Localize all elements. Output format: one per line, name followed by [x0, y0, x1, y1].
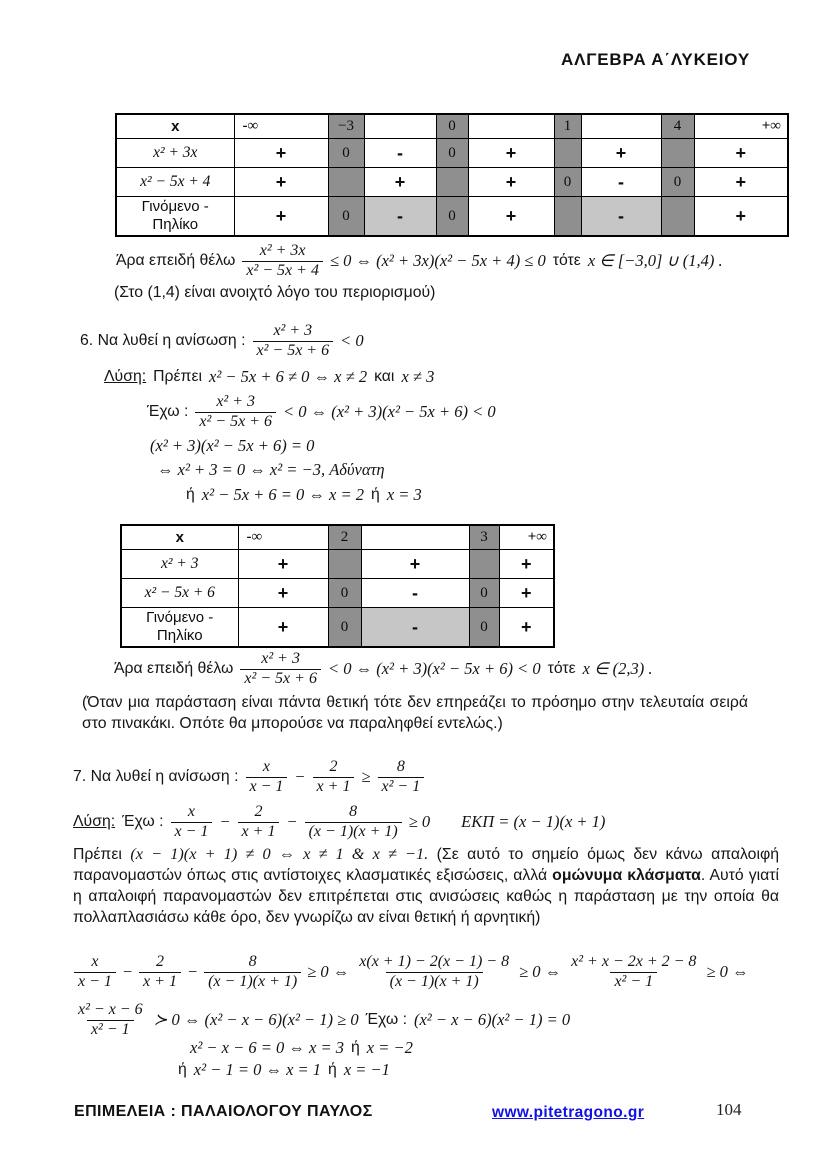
minus-operator: − — [286, 812, 298, 831]
numerator: 8 — [396, 757, 405, 775]
must-word: Πρέπει — [153, 368, 203, 385]
math-text: (x² + 3)(x² − 5x + 6) = 0 — [150, 436, 315, 455]
math-text: x² − 5x + 6 ≠ 0 ⇔ x ≠ 2 — [209, 367, 368, 386]
numerator: 8 — [248, 952, 257, 970]
minus-operator: − — [294, 767, 306, 786]
sign-cell: 0 — [554, 168, 581, 197]
math-text: ≻ 0 ⇔ (x² − x − 6)(x² − 1) ≥ 0 — [153, 1010, 359, 1029]
remark-paragraph: (Όταν μια παράσταση είναι πάντα θετική τότε δεν επηρεάζει το πρόσημο στην τελευταία σειρά στο πινακάκι. Οπότε θα μπορούσε να παραληφθεί εντελώς.) — [82, 694, 748, 732]
problem-6-solution-line-2 — [147, 389, 496, 435]
denominator: x + 1 — [238, 822, 280, 842]
problem-7-heading — [73, 752, 424, 802]
sign-cell: + — [694, 168, 788, 197]
fraction — [305, 803, 402, 842]
footer-credit: ΕΠΙΜΕΛΕΙΑ : ΠΑΛΑΙΟΛΟΓΟΥ ΠΑΥΛΟΣ — [74, 1103, 373, 1120]
sign-cell — [661, 139, 694, 168]
lead-text: Άρα επειδή θέλω — [116, 252, 236, 269]
row-label-cell: x² + 3x — [116, 139, 234, 168]
sign-cell: 0 — [469, 579, 499, 608]
relation-operator: ≥ 0 ⇔ — [519, 962, 562, 981]
sign-cell: 0 — [469, 608, 499, 648]
sign-cell: - — [364, 197, 436, 237]
problem-6-solution-line-3 — [150, 436, 314, 456]
equation-chain-1 — [74, 946, 749, 998]
sign-cell: + — [499, 579, 554, 608]
boundary-header-cell: -∞ — [238, 525, 328, 550]
row-label-cell: Γινόμενο - Πηλίκο — [116, 197, 234, 237]
relation-operator: ≥ — [361, 767, 371, 786]
fraction — [567, 953, 700, 992]
sign-cell: + — [581, 139, 661, 168]
sign-cell: + — [694, 197, 788, 237]
conclusion-line-2 — [114, 648, 652, 690]
numerator: 2 — [254, 802, 263, 820]
denominator: x² − 1 — [378, 777, 425, 797]
denominator: x − 1 — [246, 777, 288, 797]
denominator: (x − 1)(x + 1) — [386, 972, 483, 992]
sign-cell: + — [361, 550, 469, 579]
sign-cell: 0 — [328, 139, 364, 168]
denominator: x² − 5x + 6 — [253, 341, 334, 361]
denominator: x² − 1 — [87, 1020, 134, 1040]
numerator: x — [91, 952, 99, 970]
must-word: Πρέπει — [73, 846, 122, 863]
sign-cell: 0 — [328, 579, 361, 608]
denominator: x − 1 — [74, 972, 116, 992]
math-text: x = −1 — [343, 1060, 390, 1079]
numerator: x² + x − 2x + 2 − 8 — [571, 952, 697, 970]
roots-line-2 — [178, 1060, 390, 1080]
denominator: x² − 5x + 6 — [240, 669, 321, 689]
math-text: (x² − x − 6)(x² − 1) = 0 — [413, 1010, 571, 1029]
numerator: x(x + 1) − 2(x − 1) − 8 — [359, 952, 510, 970]
problem-7-label: 7. Να λυθεί η ανίσωση : — [73, 768, 239, 785]
solution-label: Λύση: — [73, 813, 116, 830]
math-text: x² − 5x + 6 = 0 ⇔ x = 2 — [201, 485, 365, 504]
boundary-header-cell: −3 — [328, 114, 364, 139]
solution-set: x ∈ [−3,0] ∪ (1,4) . — [587, 251, 723, 270]
denominator: x² − 1 — [610, 972, 657, 992]
denominator: x + 1 — [139, 972, 181, 992]
numerator: x² − x − 6 — [78, 1000, 143, 1018]
fraction — [195, 393, 276, 432]
sign-cell: 0 — [328, 608, 361, 648]
sign-table-2 — [120, 524, 555, 648]
then-word: τότε — [552, 252, 581, 269]
numerator: x² + 3x — [259, 241, 306, 259]
sign-cell: + — [234, 168, 328, 197]
sign-cell: + — [238, 550, 328, 579]
fraction — [355, 953, 513, 992]
minus-operator: − — [121, 962, 134, 981]
explanation-paragraph — [73, 843, 779, 928]
numerator: 2 — [329, 757, 338, 775]
math-text: < 0 — [340, 331, 364, 350]
fraction — [238, 803, 280, 842]
solution-label: Λύση: — [104, 368, 147, 385]
fraction — [242, 242, 323, 281]
sign-cell — [554, 197, 581, 237]
fraction — [253, 322, 334, 361]
sign-cell: - — [581, 197, 661, 237]
denominator: x − 1 — [171, 822, 213, 842]
math-text: x = −2 — [366, 1038, 413, 1057]
sign-cell: - — [361, 579, 469, 608]
fraction — [313, 758, 355, 797]
restriction-note: (Στο (1,4) είναι ανοιχτό λόγο του περιορισμού) — [114, 284, 436, 301]
boundary-header-cell: 2 — [328, 525, 361, 550]
lcm-expression: ΕΚΠ = (x − 1)(x + 1) — [461, 812, 606, 831]
explanation-text: (Σε αυτό το σημείο όμως δεν κάνω απαλοιφή παρανομαστών όπως στις αντίστοιχες κλασματικές εξισώσεις, αλλά — [73, 846, 779, 884]
boundary-header-cell — [581, 114, 661, 139]
footer-website-link[interactable]: www.pitetragono.gr — [492, 1104, 645, 1121]
row-label-cell: Γινόμενο - Πηλίκο — [121, 608, 238, 648]
sign-cell — [554, 139, 581, 168]
minus-operator: − — [219, 812, 231, 831]
sign-cell: 0 — [436, 197, 468, 237]
and-word: και — [374, 368, 395, 385]
sign-cell: + — [234, 139, 328, 168]
math-text: < 0 ⇔ (x² + 3)(x² − 5x + 6) < 0 — [282, 402, 496, 421]
boundary-header-cell: +∞ — [694, 114, 788, 139]
page-number: 104 — [716, 1100, 742, 1119]
boundary-header-cell: 0 — [436, 114, 468, 139]
or-word: ή — [186, 486, 195, 503]
boundary-header-cell: 3 — [469, 525, 499, 550]
fraction — [74, 1001, 147, 1040]
denominator: x² − 5x + 4 — [242, 261, 323, 281]
denominator: x² − 5x + 6 — [195, 412, 276, 432]
solution-set: x ∈ (2,3) . — [582, 659, 653, 678]
or-word: ή — [178, 1061, 187, 1078]
sign-cell — [469, 550, 499, 579]
sign-cell — [328, 168, 364, 197]
sign-cell: - — [581, 168, 661, 197]
or-word: ή — [328, 1061, 337, 1078]
sign-cell: + — [468, 139, 554, 168]
sign-cell: + — [238, 579, 328, 608]
problem-6-solution-line-1 — [104, 367, 434, 387]
math-text: (x − 1)(x + 1) ≠ 0 ⇔ x ≠ 1 & x ≠ −1. — [130, 844, 429, 863]
problem-6-heading — [80, 317, 364, 365]
sign-cell — [436, 168, 468, 197]
boundary-header-cell — [364, 114, 436, 139]
sign-cell: 0 — [328, 197, 364, 237]
relation-operator: ≥ 0 ⇔ — [706, 962, 749, 981]
fraction — [171, 803, 213, 842]
sign-cell: + — [234, 197, 328, 237]
numerator: x — [187, 802, 195, 820]
math-text: x² − x − 6 = 0 ⇔ x = 3 — [190, 1038, 344, 1057]
var-header-cell: x — [121, 525, 238, 550]
sign-cell: 0 — [436, 139, 468, 168]
fraction — [204, 953, 301, 992]
minus-operator: − — [186, 962, 199, 981]
relation-operator: ≥ 0 — [408, 812, 431, 831]
boundary-header-cell — [468, 114, 554, 139]
have-word: Έχω : — [365, 1011, 407, 1028]
fraction — [378, 758, 425, 797]
sign-cell: + — [694, 139, 788, 168]
sign-cell: - — [361, 608, 469, 648]
sign-cell — [328, 550, 361, 579]
var-header-cell: x — [116, 114, 234, 139]
numerator: 2 — [156, 952, 164, 970]
sign-cell: + — [364, 168, 436, 197]
conclusion-line-1 — [116, 240, 723, 282]
lead-text: Άρα επειδή θέλω — [114, 660, 234, 677]
math-text: x ≠ 3 — [401, 367, 435, 386]
explanation-text: . Αυτό γιατί η απαλοιφή παρανομαστών δεν επιτρέπεται στις ανισώσεις καθώς η παράσταση με την οποία θα πολλαπλασιάσω κάθε όρο, δεν γνωρίζω αν είναι θετική ή αρνητική) — [73, 867, 780, 926]
or-word: ή — [371, 486, 380, 503]
sign-cell: + — [499, 550, 554, 579]
sign-cell: 0 — [661, 168, 694, 197]
problem-6-solution-line-4 — [157, 460, 385, 480]
math-text: ≤ 0 ⇔ (x² + 3x)(x² − 5x + 4) ≤ 0 — [329, 251, 546, 270]
have-word: Έχω : — [122, 813, 164, 830]
fraction — [74, 953, 116, 992]
sign-cell — [661, 197, 694, 237]
boundary-header-cell — [361, 525, 469, 550]
denominator: (x − 1)(x + 1) — [305, 822, 402, 842]
problem-7-solution-line-1 — [73, 798, 605, 846]
denominator: x + 1 — [313, 777, 355, 797]
boundary-header-cell: +∞ — [499, 525, 554, 550]
or-word: ή — [350, 1039, 360, 1056]
have-word: Έχω : — [147, 403, 189, 420]
boundary-header-cell: 4 — [661, 114, 694, 139]
emphasized-term: ομώνυμα κλάσματα — [552, 867, 701, 884]
sign-cell: + — [468, 168, 554, 197]
numerator: 8 — [349, 802, 358, 820]
then-word: τότε — [547, 660, 576, 677]
fraction — [139, 953, 181, 992]
problem-6-solution-line-5 — [186, 485, 422, 505]
row-label-cell: x² + 3 — [121, 550, 238, 579]
numerator: x² + 3 — [273, 321, 313, 339]
fraction — [240, 650, 321, 689]
math-text: ⇔ x² + 3 = 0 ⇔ x² = −3, Αδύνατη — [157, 460, 385, 479]
math-text: x = 3 — [386, 485, 422, 504]
roots-line-1 — [190, 1038, 413, 1058]
numerator: x² + 3 — [216, 392, 256, 410]
sign-cell: + — [468, 197, 554, 237]
sign-cell: - — [364, 139, 436, 168]
problem-6-label: 6. Να λυθεί η ανίσωση : — [80, 332, 246, 349]
relation-operator: ≥ 0 ⇔ — [307, 962, 350, 981]
boundary-header-cell: 1 — [554, 114, 581, 139]
boundary-header-cell: -∞ — [234, 114, 328, 139]
sign-cell: + — [238, 608, 328, 648]
row-label-cell: x² − 5x + 4 — [116, 168, 234, 197]
sign-table-1 — [115, 113, 789, 237]
numerator: x² + 3 — [261, 649, 300, 667]
sign-cell: + — [499, 608, 554, 648]
row-label-cell: x² − 5x + 6 — [121, 579, 238, 608]
math-text: < 0 ⇔ (x² + 3)(x² − 5x + 6) < 0 — [327, 659, 541, 678]
numerator: x — [262, 757, 270, 775]
fraction — [246, 758, 288, 797]
page-title: ΑΛΓΕΒΡΑ Α΄ΛΥΚΕΙΟΥ — [561, 50, 750, 69]
denominator: (x − 1)(x + 1) — [204, 972, 301, 992]
math-text: x² − 1 = 0 ⇔ x = 1 — [193, 1060, 322, 1079]
